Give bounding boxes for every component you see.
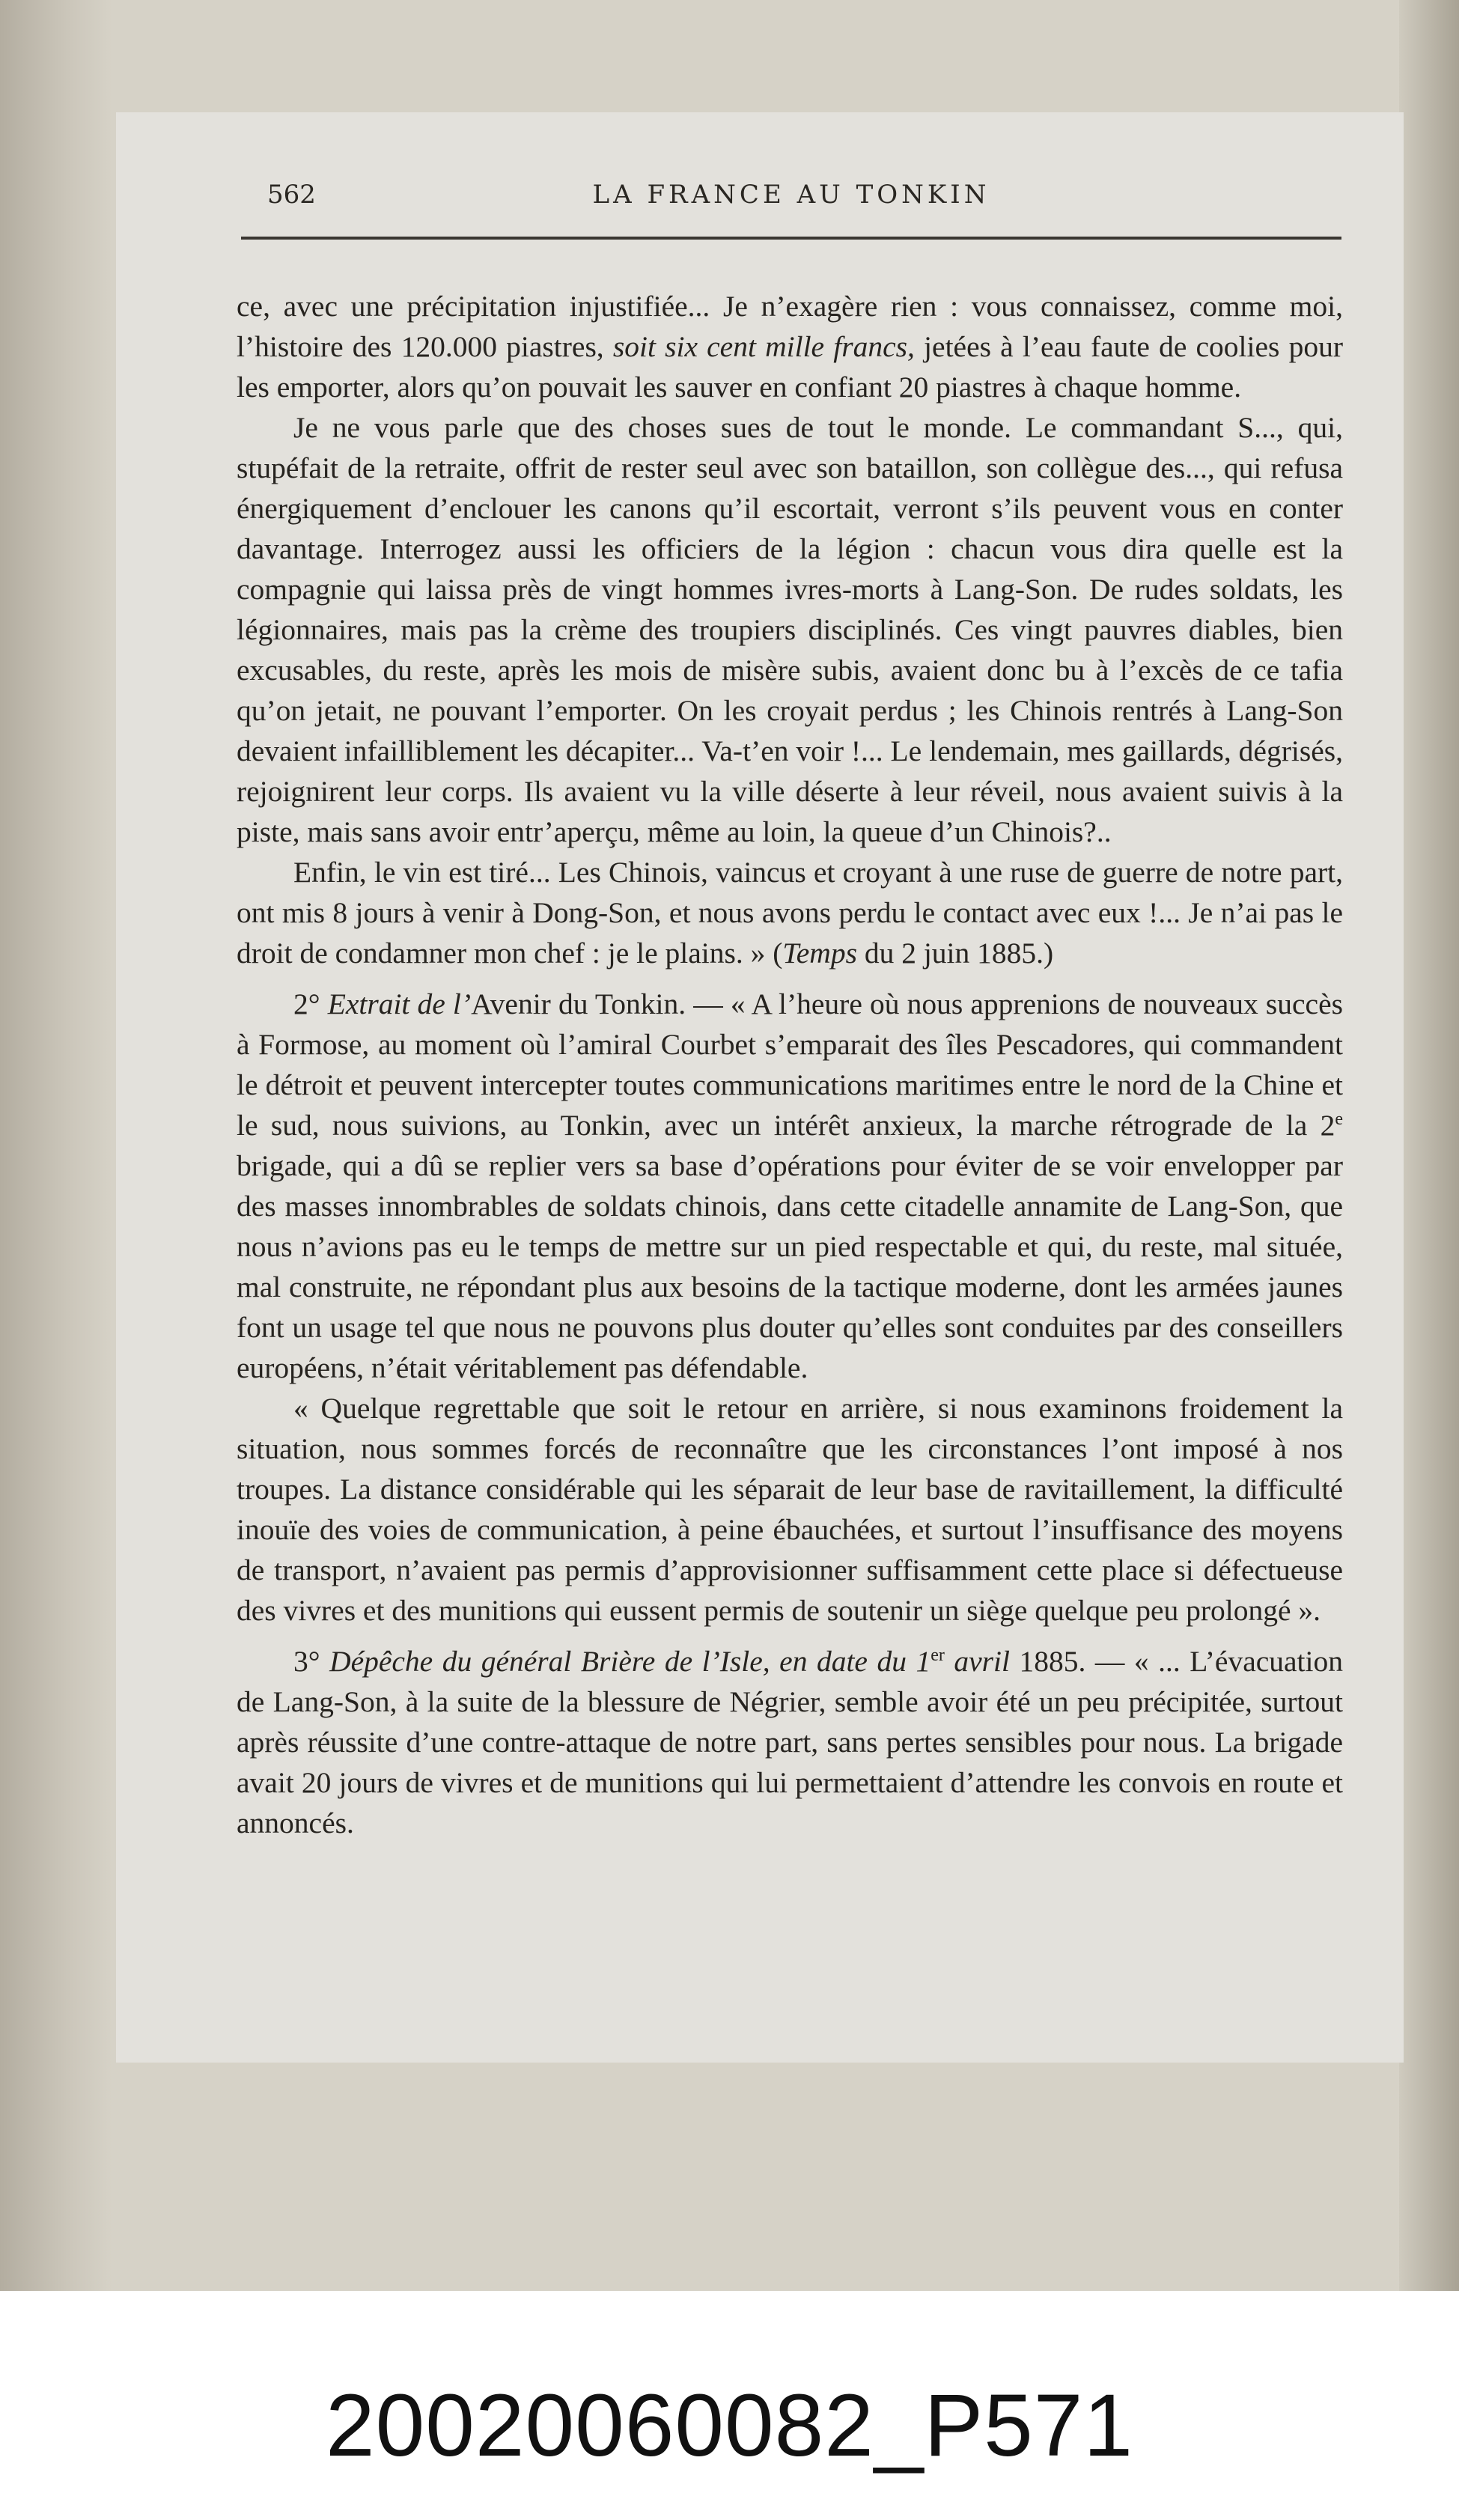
- caption-area: [0, 2291, 1459, 2520]
- superscript: er: [930, 1645, 945, 1665]
- image-id-caption: 20020060082_P571: [325, 2376, 1134, 2475]
- italic-span: Temps: [782, 937, 857, 970]
- text-span: brigade, qui a dû se replier vers sa base d’opérations pour éviter de se voir envelopper par des masses innombrables de soldats chinois, dans cette citadelle annamite de Lang-Son, que nous n’avions pas eu le temps de mettre sur un pied respectable et qui, du reste, mal située, mal construite, ne répondant plus aux besoins de la tactique moderne, dont les armées jaunes font un usage tel que nous ne pouvons plus douter qu’elles sont conduites par des conseillers européens, n’était véritablement pas défendable.: [237, 1149, 1343, 1384]
- page-number: 562: [267, 180, 316, 210]
- text-span: Enfin, le vin est tiré... Les Chinois, vaincus et croyant à une ruse de guerre de notre part, ont mis 8 jours à venir à Dong-Son, et nous avons perdu le contact avec eux !... Je n’ai pas le droit de condamner mon chef : je le plains. » (: [237, 856, 1343, 970]
- body-text: [237, 286, 1343, 1843]
- text-span: du 2 juin 1885.): [856, 937, 1054, 970]
- paragraph-2: Je ne vous parle que des choses sues de tout le monde. Le commandant S..., qui, stupéfait de la retraite, offrit de rester seul avec son bataillon, son collègue des..., qui refusa énergiquement d’enclouer les canons qu’il escortait, verront s’ils peuvent vous en conter davantage. Interrogez aussi les officiers de la légion : chacun vous dira quelle est la compagnie qui laissa près de vingt hommes ivres-morts à Lang-Son. De rudes soldats, les légionnaires, mais pas la crème des troupiers disciplinés. Ces vingt pauvres diables, bien excusables, du reste, après les mois de misère subis, avaient donc bu à l’excès de ce tafia qu’on jetait, ne pouvant l’emporter. On les croyait perdus ; les Chinois rentrés à Lang-Son devaient infailliblement les décapiter... Va-t’en voir !... Le lendemain, mes gaillards, dégrisés, rejoignirent leur corps. Ils avaient vu la ville déserte à leur réveil, nous avaient suivis à la piste, mais sans avoir entr’aperçu, même au loin, la queue d’un Chinois?..: [237, 411, 1343, 848]
- paragraph-5: « Quelque regrettable que soit le retour en arrière, si nous examinons froidement la situation, nous sommes forcés de reconnaître que les circonstances l’ont imposé à nos troupes. La distance considérable qui les séparait de leur base de ravitaillement, la difficulté inouïe des voies de communication, à peine ébauchées, et surtout l’insuffisance des moyens de transport, n’avaient pas permis d’approvisionner suffisamment cette place si défectueuse des vivres et des munitions qui eussent permis de soutenir un siège quelque peu prolongé ».: [237, 1392, 1343, 1627]
- italic-span: soit six cent mille francs,: [612, 330, 915, 363]
- scan-left-edge: [0, 0, 112, 2291]
- paragraph-1: [237, 286, 1343, 407]
- superscript: e: [1335, 1109, 1343, 1129]
- page-header: [241, 180, 1341, 217]
- text-span: ce, avec une précipitation injustifiée... Je n’exagère rien : vous connaissez, comme moi, l’histoire des 120.000 piastres,: [237, 290, 1343, 363]
- text-span: 2°: [293, 987, 328, 1020]
- text-span: 1885. — « ... L’évacuation de Lang-Son, à la suite de la blessure de Négrier, semble avoir été un peu précipitée, surtout après réussite d’une contre-attaque de notre part, sans pertes sensibles pour nous. La brigade avait 20 jours de vivres et de munitions qui lui permettaient d’attendre les convois en route et annoncés.: [237, 1645, 1344, 1839]
- paragraph-3: [237, 852, 1343, 973]
- header-rule: [241, 237, 1341, 240]
- paragraph-6: [237, 1641, 1343, 1843]
- text-span: jetées à l’eau faute de coolies pour les emporter, alors qu’on pouvait les sauver en confiant 20 piastres à chaque homme.: [237, 330, 1343, 404]
- text-span: 3°: [293, 1645, 330, 1678]
- text-span: Avenir du Tonkin. — « A l’heure où nous apprenions de nouveaux succès à Formose, au moment où l’amiral Courbet s’emparait des îles Pescadores, qui commandent le détroit et peuvent intercepter toutes communications maritimes entre le nord de la Chine et le sud, nous suivions, au Tonkin, avec un intérêt anxieux, la marche rétrograde de la 2: [237, 987, 1343, 1142]
- italic-span: Dépêche du général Brière de l’Isle, en date du 1: [329, 1645, 931, 1678]
- scan-right-edge: [1399, 0, 1459, 2291]
- italic-span: avril: [944, 1645, 1010, 1678]
- paragraph-4: [237, 984, 1343, 1388]
- running-title: LA FRANCE AU TONKIN: [592, 180, 990, 210]
- italic-span: Extrait de l’: [327, 987, 472, 1020]
